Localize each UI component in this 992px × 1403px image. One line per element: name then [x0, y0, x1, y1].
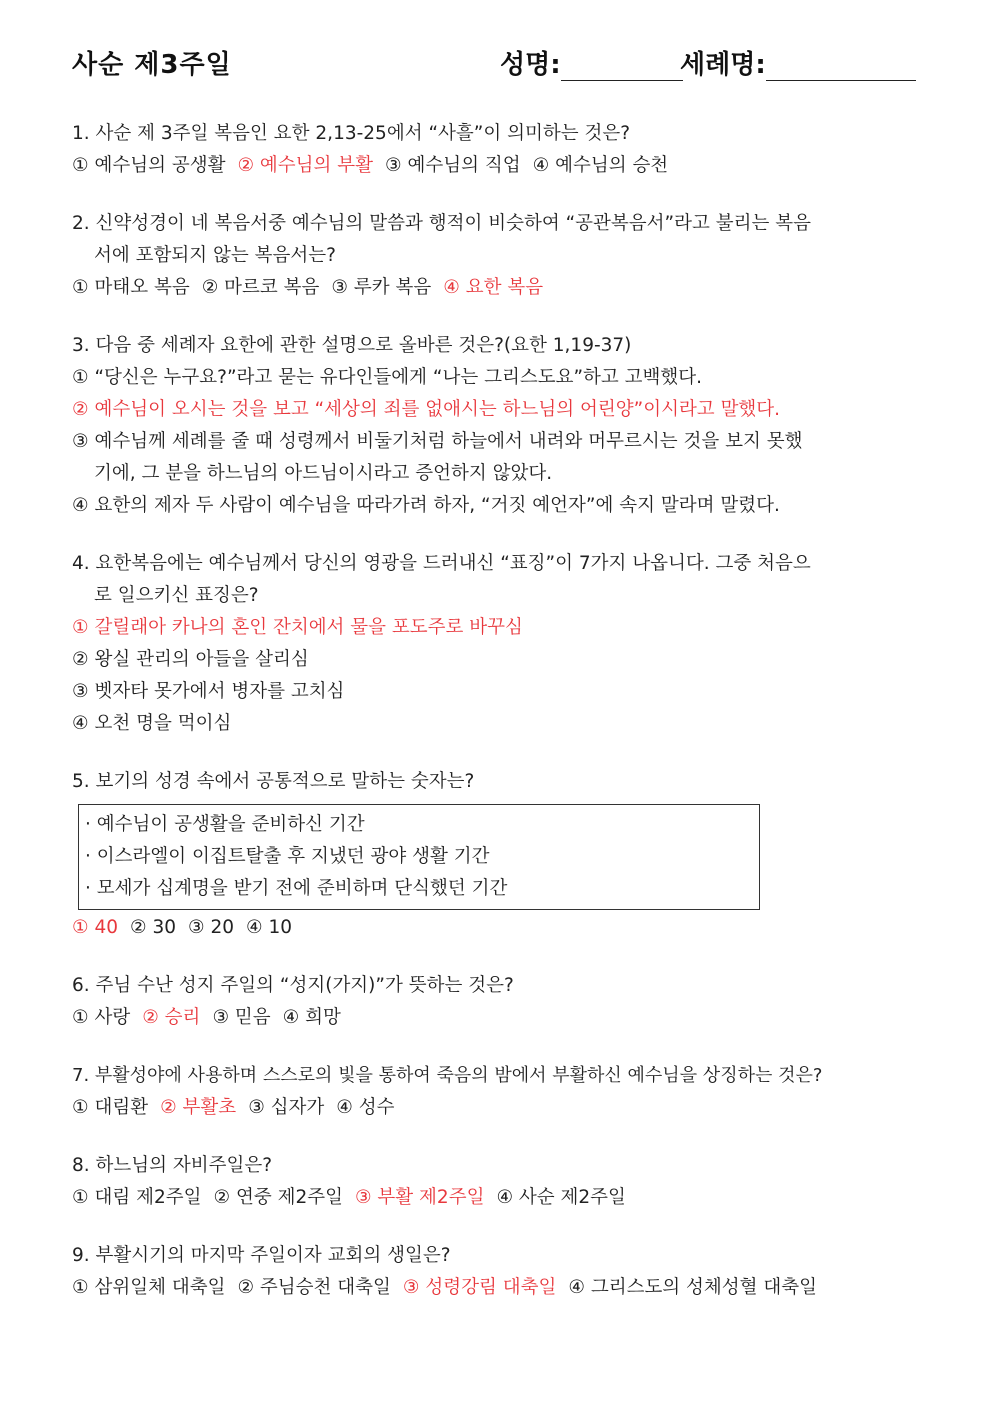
option-2-answer: ② 부활초: [160, 1097, 237, 1118]
question-1: [72, 118, 922, 182]
option-row: [72, 1002, 922, 1034]
baptism-name-blank: [766, 50, 916, 81]
option-row: [72, 1182, 922, 1214]
option-2-answer: ② 예수님의 부활: [237, 155, 374, 176]
option-2: ② 마르코 복음: [201, 277, 320, 298]
question-text: 7. 부활성야에 사용하며 스스로의 빛을 통하여 죽음의 밤에서 부활하신 예수님을 상징하는 것은?: [72, 1065, 823, 1086]
option-4: ④ 10: [246, 917, 293, 938]
question-9: [72, 1240, 922, 1304]
option-row: [72, 150, 922, 182]
option-1: ① 삼위일체 대축일: [72, 1277, 226, 1298]
option-3: ③ 20: [188, 917, 235, 938]
option-1: ① 예수님의 공생활: [72, 155, 226, 176]
option-4: ④ 그리스도의 성체성혈 대축일: [568, 1277, 818, 1298]
option-2: ② 30: [130, 917, 177, 938]
option-1: ① 대림 제2주일: [72, 1187, 202, 1208]
option-3-answer: ③ 부활 제2주일: [354, 1187, 485, 1208]
question-text: 3. 다음 중 세례자 요한에 관한 설명으로 올바른 것은?(요한 1,19-37): [72, 335, 632, 356]
option-row: [72, 1272, 922, 1304]
example-box: [78, 804, 760, 910]
option-4: ④ 요한의 제자 두 사람이 예수님을 따라가려 하자, “거짓 예언자”에 속지 말라며 말렸다.: [72, 495, 780, 516]
option-4: ④ 성수: [336, 1097, 395, 1118]
baptism-name-label: 세례명:: [680, 50, 766, 80]
example-item: · 이스라엘이 이집트탈출 후 지냈던 광야 생활 기간: [85, 846, 490, 867]
question-6: [72, 970, 922, 1034]
option-4: ④ 사순 제2주일: [496, 1187, 626, 1208]
option-1-answer: ① 40: [72, 917, 119, 938]
option-2: ② 왕실 관리의 아들을 살리심: [72, 649, 309, 670]
name-field: [500, 44, 683, 81]
option-3: ③ 예수님께 세례를 줄 때 성령께서 비둘기처럼 하늘에서 내려와 머무르시는 것을 보지 못했: [72, 431, 803, 452]
question-8: [72, 1150, 922, 1214]
question-text: 8. 하느님의 자비주일은?: [72, 1155, 273, 1176]
option-row: [72, 272, 922, 304]
question-list: [72, 118, 922, 1330]
option-row: [72, 1092, 922, 1124]
question-4: [72, 548, 922, 740]
example-item: · 예수님이 공생활을 준비하신 기간: [85, 814, 365, 835]
option-1: ① 사랑: [72, 1007, 131, 1028]
question-text: 4. 요한복음에는 예수님께서 당신의 영광을 드러내신 “표징”이 7가지 나옵니다. 그중 처음으: [72, 553, 811, 574]
question-text: 6. 주님 수난 성지 주일의 “성지(가지)”가 뜻하는 것은?: [72, 975, 514, 996]
question-text: 9. 부활시기의 마지막 주일이자 교회의 생일은?: [72, 1245, 451, 1266]
option-3-continued: 기에, 그 분을 하느님의 아드님이시라고 증언하지 않았다.: [94, 463, 553, 484]
option-3: ③ 벳자타 못가에서 병자를 고치심: [72, 681, 345, 702]
option-3: ③ 십자가: [248, 1097, 325, 1118]
option-2-answer: ② 승리: [142, 1007, 201, 1028]
question-text: 1. 사순 제 3주일 복음인 요한 2,13-25에서 “사흘”이 의미하는 것은?: [72, 123, 631, 144]
question-text-continued: 서에 포함되지 않는 복음서는?: [94, 245, 336, 266]
option-3: ③ 루카 복음: [331, 277, 432, 298]
option-2: ② 연중 제2주일: [213, 1187, 343, 1208]
option-4: ④ 오천 명을 먹이심: [72, 713, 232, 734]
option-4: ④ 예수님의 승천: [532, 155, 669, 176]
question-text-continued: 로 일으키신 표징은?: [94, 585, 259, 606]
option-row: [72, 912, 922, 944]
page-title: 사순 제3주일: [72, 50, 232, 80]
option-1: ① 대림환: [72, 1097, 149, 1118]
option-3-answer: ③ 성령강림 대축일: [402, 1277, 557, 1298]
question-text: 2. 신약성경이 네 복음서중 예수님의 말씀과 행적이 비슷하여 “공관복음서”라고 불리는 복음: [72, 213, 811, 234]
option-4: ④ 희망: [282, 1007, 341, 1028]
option-3: ③ 예수님의 직업: [385, 155, 521, 176]
example-item: · 모세가 십계명을 받기 전에 준비하며 단식했던 기간: [85, 878, 508, 899]
question-text: 5. 보기의 성경 속에서 공통적으로 말하는 숫자는?: [72, 771, 475, 792]
option-1: ① “당신은 누구요?”라고 묻는 유다인들에게 “나는 그리스도요”하고 고백했다.: [72, 367, 703, 388]
option-4-answer: ④ 요한 복음: [443, 277, 544, 298]
option-3: ③ 믿음: [212, 1007, 271, 1028]
baptism-name-field: [680, 44, 916, 81]
option-2: ② 주님승천 대축일: [237, 1277, 391, 1298]
question-5: [72, 766, 922, 944]
question-7: [72, 1060, 922, 1124]
worksheet-header: [72, 44, 920, 84]
option-1: ① 마태오 복음: [72, 277, 190, 298]
name-label: 성명:: [500, 50, 561, 80]
question-2: [72, 208, 922, 304]
option-2-answer: ② 예수님이 오시는 것을 보고 “세상의 죄를 없애시는 하느님의 어린양”이시라고 말했다.: [72, 399, 781, 420]
question-3: [72, 330, 922, 522]
option-1-answer: ① 갈릴래아 카나의 혼인 잔치에서 물을 포도주로 바꾸심: [72, 617, 523, 638]
name-blank: [561, 50, 683, 81]
